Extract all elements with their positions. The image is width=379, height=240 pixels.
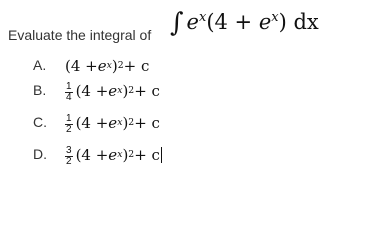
option-a-letter: A. — [33, 57, 47, 73]
integral-sign: ∫ — [170, 8, 184, 38]
option-b-expression: $\frac{1}{4}$ (4 + e x ) 2 + c — [66, 80, 160, 103]
question-prompt: Evaluate the integral of — [8, 27, 152, 43]
option-b-fraction: $\frac{1}{4}$ — [66, 80, 72, 103]
integral-expression — [170, 6, 319, 36]
integral-inner-power: x — [271, 10, 279, 25]
integral-inner-base: e — [258, 10, 272, 34]
integral-exp-base: e — [186, 10, 199, 34]
option-b[interactable] — [0, 80, 379, 102]
option-d-fraction: $\frac{3}{2}$ — [66, 144, 72, 167]
integral-exp-power: x — [198, 10, 207, 25]
option-c-expression: $\frac{1}{2}$ (4 + e x ) 2 + c — [66, 112, 160, 135]
integral-open: (4 + — [206, 10, 259, 34]
option-b-letter: B. — [33, 82, 47, 98]
option-c[interactable] — [0, 112, 379, 134]
option-a-expression: (4 + e x ) 2 + c — [65, 57, 150, 75]
option-d-letter: D. — [33, 146, 47, 162]
option-c-fraction: $\frac{1}{2}$ — [66, 112, 72, 135]
option-a[interactable] — [0, 55, 379, 77]
text-cursor — [161, 147, 162, 163]
integral-close: ) dx — [278, 10, 319, 34]
option-c-letter: C. — [33, 114, 47, 130]
option-d[interactable] — [0, 144, 379, 166]
option-d-expression: $\frac{3}{2}$ (4 + e x ) 2 + c — [66, 144, 160, 167]
